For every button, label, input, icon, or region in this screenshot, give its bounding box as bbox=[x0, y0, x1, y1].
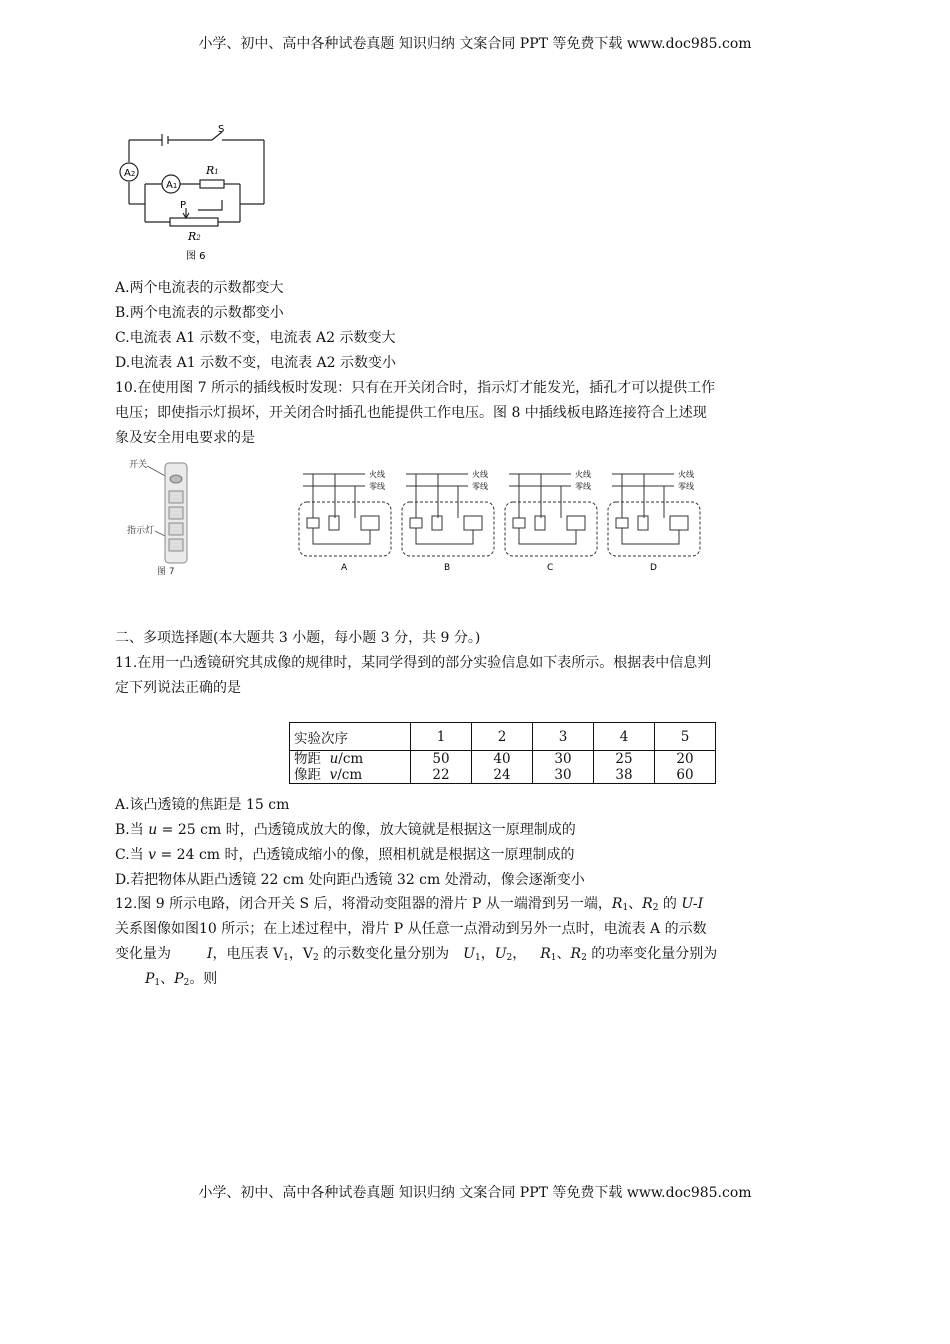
page-header: 小学、初中、高中各种试卷真题 知识归纳 文案合同 PPT 等免费下载 www.doc985.com bbox=[198, 36, 752, 52]
fig7-switch-label: 开关 bbox=[129, 460, 148, 470]
q12-line-3: 变化量为 I，电压表 $V_1$，$V_2$ 的示数变化量分别为 $U_1$，$U_2$， $R_1$、$R_2$ 的功率变化量分别为 bbox=[115, 946, 718, 963]
table-row bbox=[290, 751, 716, 784]
fig8-live-label: 火线 bbox=[369, 470, 385, 479]
q11-option-c: C.当 v = 24 cm 时，凸透镜成缩小的像，照相机就是根据这一原理制成的 bbox=[115, 847, 575, 863]
fig8-panel-c bbox=[505, 469, 597, 573]
fig6-caption: 图 6 bbox=[186, 251, 206, 262]
fig8-live-label: 火线 bbox=[575, 470, 591, 479]
fig6-a1-label: A1 bbox=[166, 180, 178, 191]
table-cell: 2 bbox=[472, 723, 533, 751]
table-cell: 4 bbox=[594, 723, 655, 751]
figure-6-circuit bbox=[114, 122, 274, 262]
q10-line-2: 电压；即使指示灯损坏，开关闭合时插孔也能提供工作电压。图 8 中插线板电路连接符合上述现 bbox=[115, 405, 707, 421]
q11-line-1: 11.在用一凸透镜研究其成像的规律时，某同学得到的部分实验信息如下表所示。根据表中信息判 bbox=[115, 655, 712, 671]
fig7-lamp-label: 指示灯 bbox=[127, 526, 155, 536]
table-header-cell: 实验次序 bbox=[290, 723, 411, 751]
q11-line-2: 定下列说法正确的是 bbox=[115, 680, 241, 696]
fig8-label-a: A bbox=[341, 563, 348, 573]
q9-option-b: B.两个电流表的示数都变小 bbox=[115, 305, 284, 321]
q11-option-b: B.当 u = 25 cm 时，凸透镜成放大的像，放大镜就是根据这一原理制成的 bbox=[115, 822, 576, 838]
table-cell: 3 bbox=[533, 723, 594, 751]
fig8-panel-b bbox=[402, 469, 494, 573]
fig8-label-b: B bbox=[444, 563, 451, 573]
table-header-cell: 物距 u/cm 像距 v/cm bbox=[290, 751, 411, 784]
fig6-p-label: P bbox=[180, 200, 187, 211]
fig8-panel-d bbox=[608, 469, 700, 573]
table-cell: 25 38 bbox=[594, 751, 655, 784]
page-footer: 小学、初中、高中各种试卷真题 知识归纳 文案合同 PPT 等免费下载 www.doc985.com bbox=[198, 1185, 752, 1201]
q9-option-a: A.两个电流表的示数都变大 bbox=[115, 280, 284, 296]
table-cell: 20 60 bbox=[655, 751, 716, 784]
q12-line-2: 关系图像如图10 所示；在上述过程中，滑片 P 从任意一点滑动到另外一点时，电流表 A 的示数 bbox=[115, 921, 707, 937]
q9-option-c: C.电流表 A1 示数不变，电流表 A2 示数变大 bbox=[115, 330, 396, 346]
table-cell: 5 bbox=[655, 723, 716, 751]
fig8-label-c: C bbox=[547, 563, 554, 573]
figure-7-power-strip bbox=[127, 457, 197, 579]
q10-line-3: 象及安全用电要求的是 bbox=[115, 430, 255, 446]
lens-experiment-table bbox=[289, 722, 716, 784]
fig6-switch-label: S bbox=[218, 124, 225, 135]
table-row bbox=[290, 723, 716, 751]
fig6-r2-label: R2 bbox=[188, 230, 201, 243]
table-cell: 50 22 bbox=[411, 751, 472, 784]
fig8-neutral-label: 零线 bbox=[575, 482, 591, 491]
q12-line-1: 12.图 9 所示电路，闭合开关 S 后，将滑动变阻器的滑片 P 从一端滑到另一端，$R_1$、$R_2$ 的 U-I bbox=[115, 896, 704, 913]
q11-option-d: D.若把物体从距凸透镜 22 cm 处向距凸透镜 32 cm 处滑动，像会逐渐变小 bbox=[115, 872, 585, 888]
fig8-live-label: 火线 bbox=[678, 470, 694, 479]
q12-line-4: $P_1$、$P_2$。则 bbox=[145, 971, 218, 988]
fig8-panel-a bbox=[299, 469, 391, 573]
fig8-neutral-label: 零线 bbox=[472, 482, 488, 491]
section-2-title: 二、多项选择题(本大题共 3 小题，每小题 3 分，共 9 分。) bbox=[115, 630, 481, 646]
table-cell: 40 24 bbox=[472, 751, 533, 784]
fig8-neutral-label: 零线 bbox=[678, 482, 694, 491]
q9-option-d: D.电流表 A1 示数不变，电流表 A2 示数变小 bbox=[115, 355, 397, 371]
fig8-live-label: 火线 bbox=[472, 470, 488, 479]
fig8-neutral-label: 零线 bbox=[369, 482, 385, 491]
fig7-caption: 图 7 bbox=[157, 567, 175, 577]
fig6-a2-label: A2 bbox=[124, 168, 136, 179]
table-cell: 1 bbox=[411, 723, 472, 751]
figure-8-wiring-options bbox=[295, 466, 720, 576]
fig6-r1-label: R1 bbox=[206, 164, 219, 177]
fig8-label-d: D bbox=[650, 563, 657, 573]
q10-line-1: 10.在使用图 7 所示的插线板时发现：只有在开关闭合时，指示灯才能发光，插孔才可以提供工作 bbox=[115, 380, 716, 396]
table-cell: 30 30 bbox=[533, 751, 594, 784]
q11-option-a: A.该凸透镜的焦距是 15 cm bbox=[115, 797, 290, 813]
